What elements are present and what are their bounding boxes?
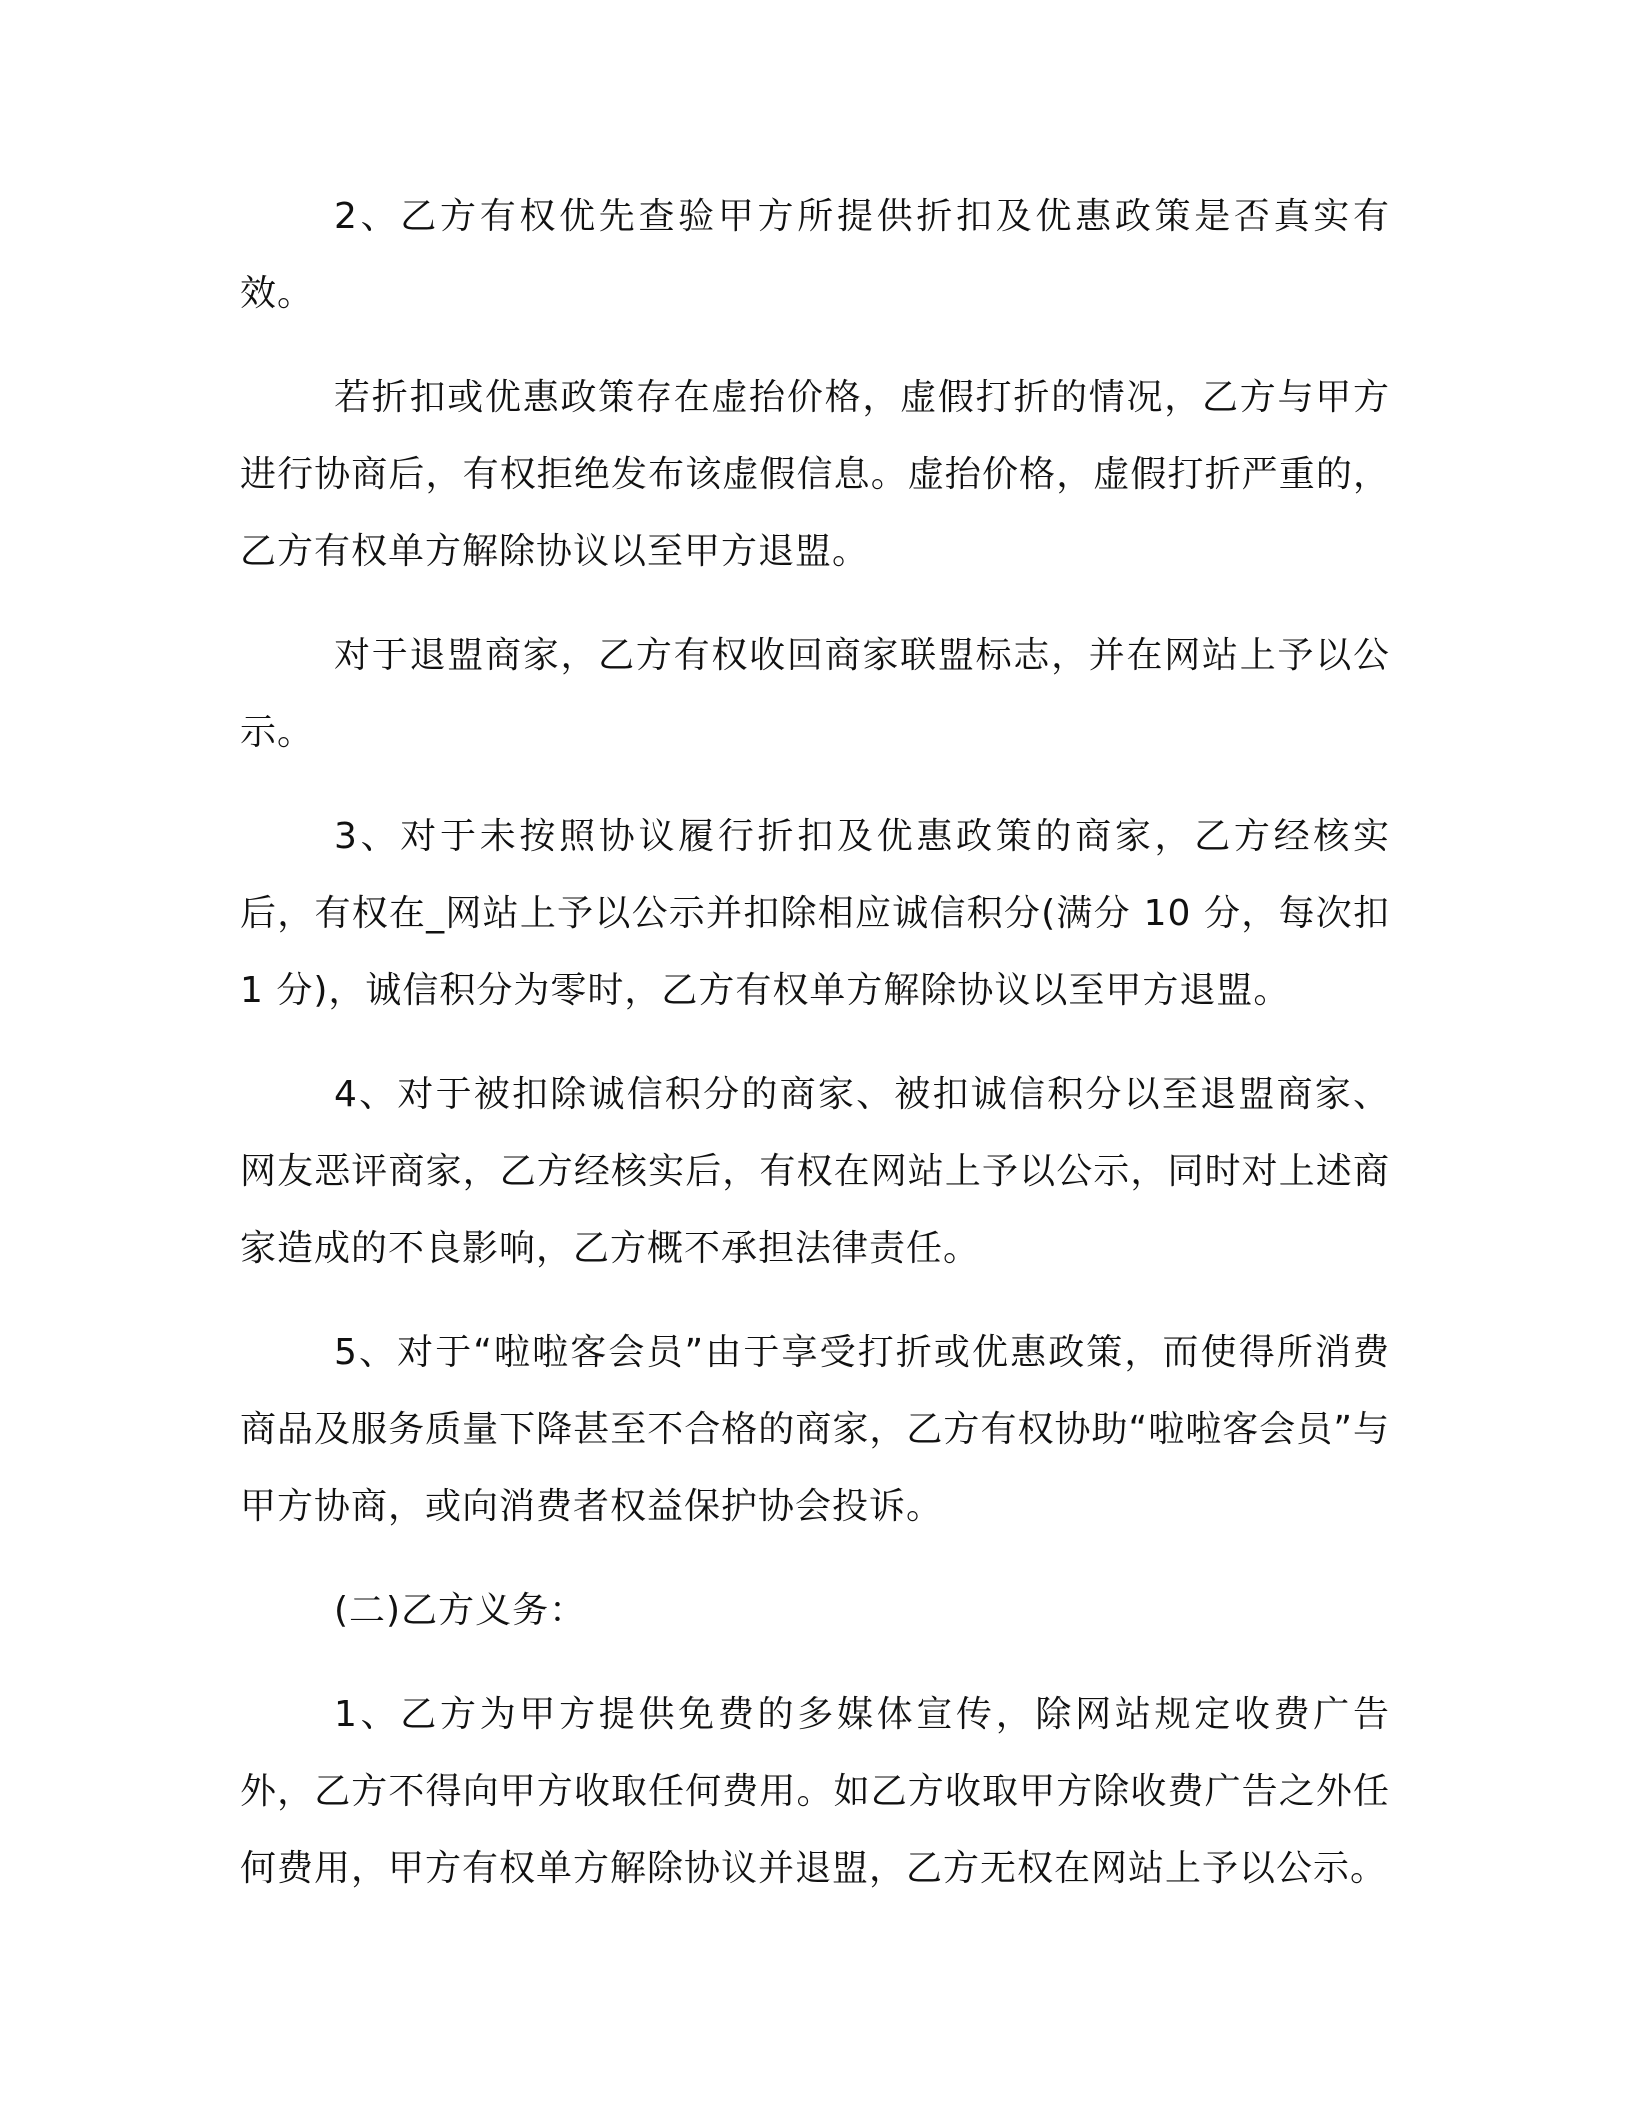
paragraph-right-3-credit-points: 3、对于未按照协议履行折扣及优惠政策的商家，乙方经核实后，有权在_网站上予以公示并扣除相应诚信积分(满分 10 分，每次扣 1 分)，诚信积分为零时，乙方有权单方解除协议以至甲方退盟。 (240, 816, 1390, 1011)
paragraph-right-2-verify: 2、乙方有权优先查验甲方所提供折扣及优惠政策是否真实有效。 (240, 196, 1390, 314)
paragraph-right-4-publicize: 4、对于被扣除诚信积分的商家、被扣诚信积分以至退盟商家、网友恶评商家，乙方经核实后，有权在网站上予以公示，同时对上述商家造成的不良影响，乙方概不承担法律责任。 (240, 1074, 1390, 1269)
document-body (240, 178, 1390, 1934)
paragraph-obligation-1: 1、乙方为甲方提供免费的多媒体宣传，除网站规定收费广告外，乙方不得向甲方收取任何费用。如乙方收取甲方除收费广告之外任何费用，甲方有权单方解除协议并退盟，乙方无权在网站上予以公示。 (240, 1694, 1390, 1889)
paragraph-false-discount: 若折扣或优惠政策存在虚抬价格，虚假打折的情况，乙方与甲方进行协商后，有权拒绝发布该虚假信息。虚抬价格，虚假打折严重的，乙方有权单方解除协议以至甲方退盟。 (240, 377, 1390, 572)
paragraph-right-5-members: 5、对于“啦啦客会员”由于享受打折或优惠政策，而使得所消费商品及服务质量下降甚至不合格的商家，乙方有权协助“啦啦客会员”与甲方协商，或向消费者权益保护协会投诉。 (240, 1332, 1390, 1527)
paragraph-withdrawn-merchants: 对于退盟商家，乙方有权收回商家联盟标志，并在网站上予以公示。 (240, 635, 1390, 753)
section-heading-obligations: (二)乙方义务： (334, 1590, 587, 1631)
